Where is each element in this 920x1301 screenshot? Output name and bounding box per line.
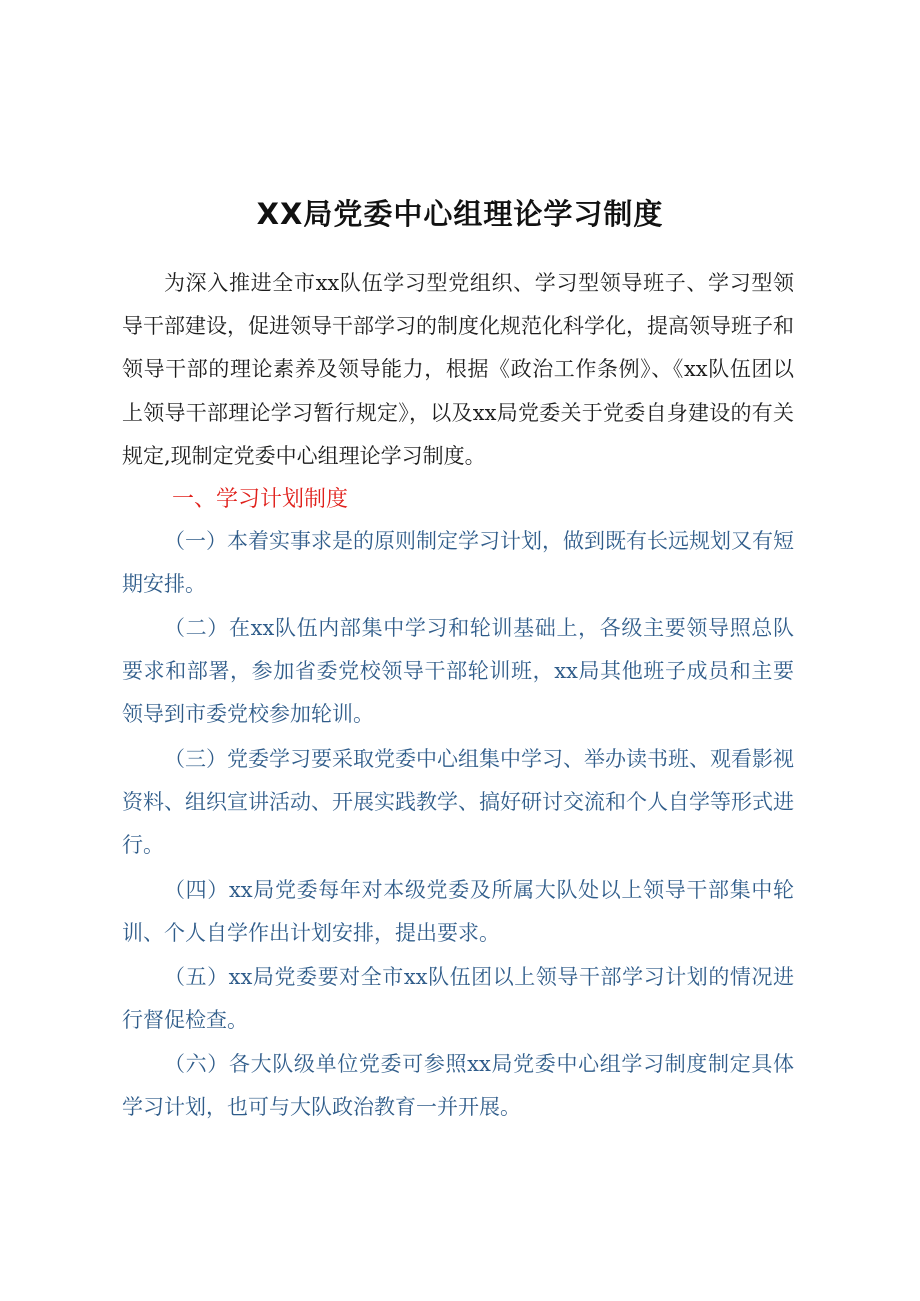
section-item-4: （四）xx局党委每年对本级党委及所属大队处以上领导干部集中轮训、个人自学作出计划安排，提出要求。 <box>122 878 794 946</box>
section-item-5: （五）xx局党委要对全市xx队伍团以上领导干部学习计划的情况进行督促检查。 <box>122 965 794 1033</box>
section-heading: 一、学习计划制度 <box>172 487 349 512</box>
intro-paragraph: 为深入推进全市xx队伍学习型党组织、学习型领导班子、学习型领导干部建设，促进领导干部学习的制度化规范化科学化，提高领导班子和领导干部的理论素养及领导能力，根据《政治工作条例》、《xx队伍团以上领导干部理论学习暂行规定》，以及xx局党委关于党委自身建设的有关规定,现制定党委中心组理论学习制度。 <box>122 271 794 468</box>
section-item-3: （三）党委学习要采取党委中心组集中学习、举办读书班、观看影视资料、组织宣讲活动、开展实践教学、搞好研讨交流和个人自学等形式进行。 <box>122 747 794 858</box>
section-item-1: （一）本着实事求是的原则制定学习计划，做到既有长远规划又有短期安排。 <box>122 529 794 597</box>
document-title: XX局党委中心组理论学习制度 <box>256 197 664 231</box>
section-item-2: （二）在xx队伍内部集中学习和轮训基础上，各级主要领导照总队要求和部署，参加省委党校领导干部轮训班，xx局其他班子成员和主要领导到市委党校参加轮训。 <box>122 616 794 727</box>
section-item-6: （六）各大队级单位党委可参照xx局党委中心组学习制度制定具体学习计划，也可与大队政治教育一并开展。 <box>122 1052 794 1120</box>
